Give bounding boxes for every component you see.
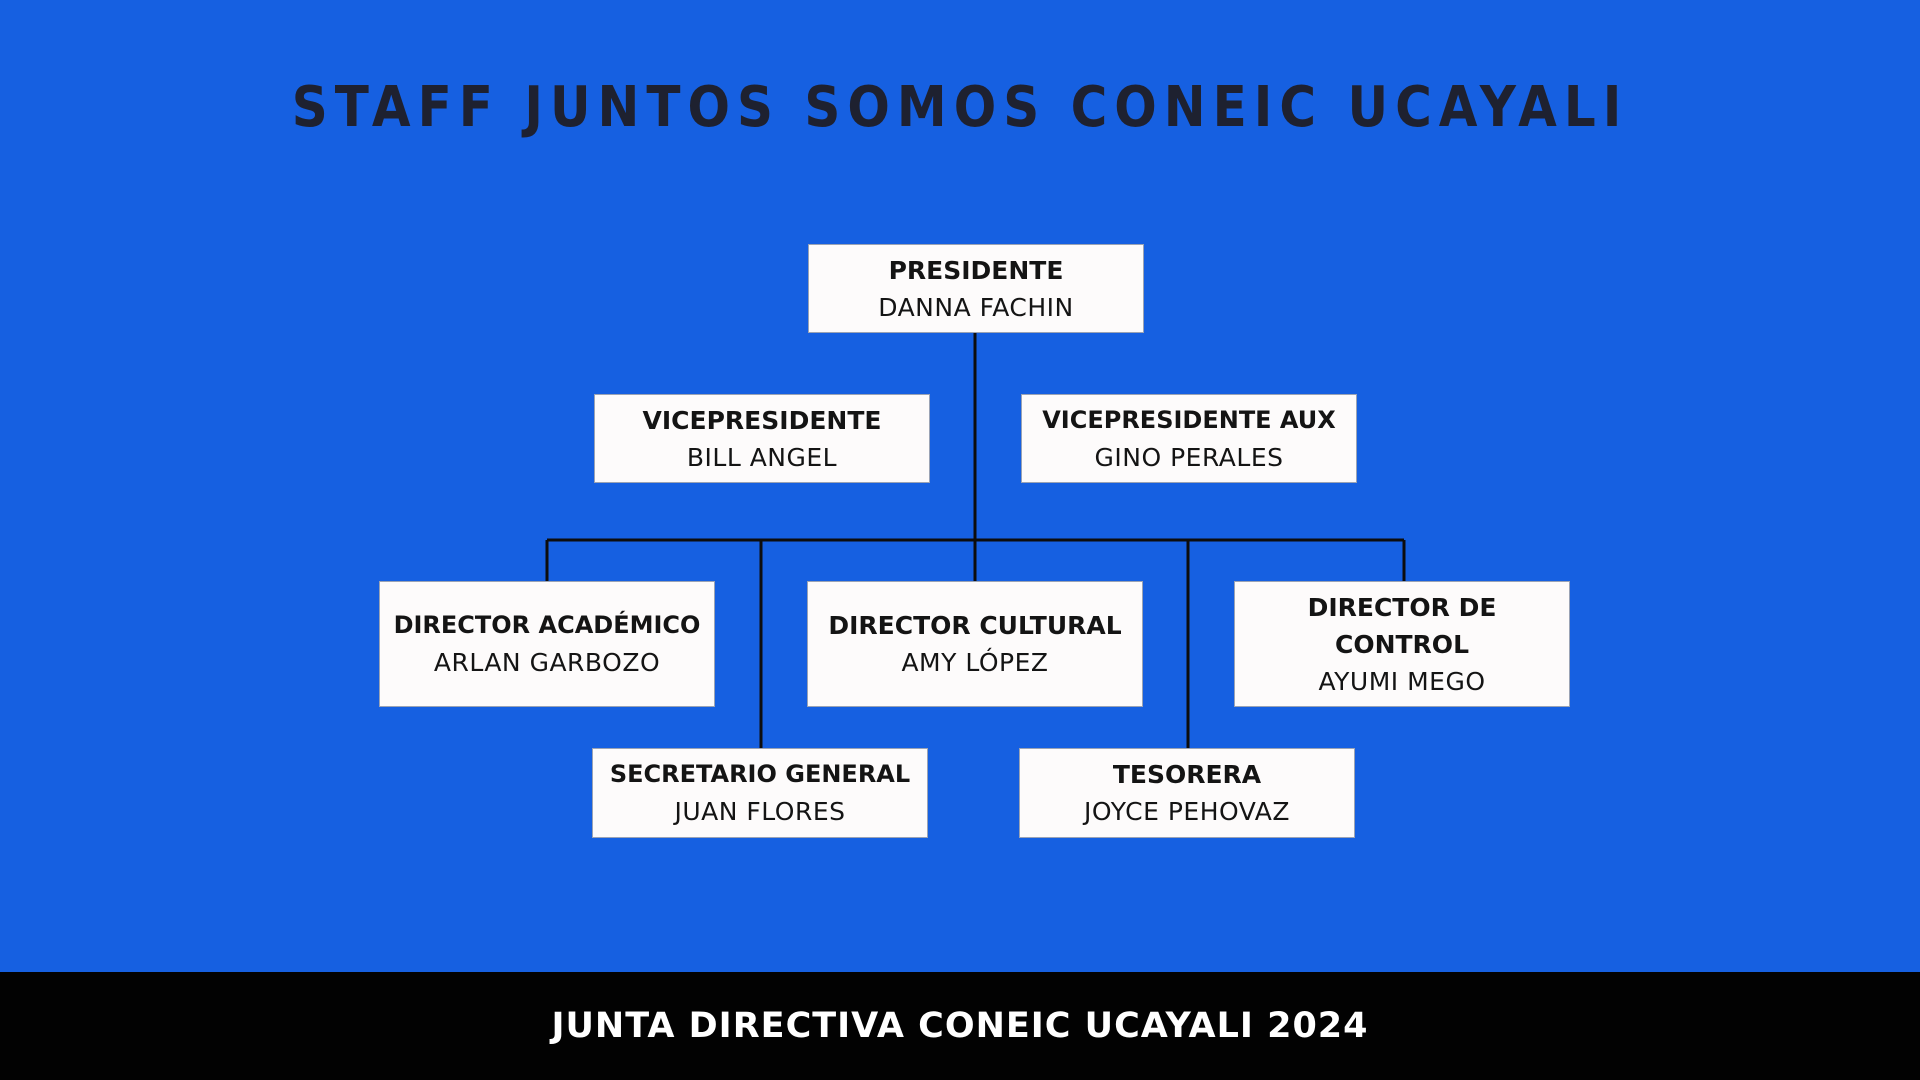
box-presidente — [808, 244, 1144, 333]
person-name: ARLAN GARBOZO — [433, 648, 661, 677]
role-label: TESORERA — [1112, 760, 1262, 789]
box-director-control — [1234, 581, 1570, 707]
person-name: AMY LÓPEZ — [901, 648, 1049, 677]
page-title: STAFF JUNTOS SOMOS CONEIC UCAYALI — [291, 74, 1629, 140]
footer-text: JUNTA DIRECTIVA CONEIC UCAYALI 2024 — [551, 1006, 1369, 1046]
person-name: GINO PERALES — [1094, 442, 1284, 472]
box-tesorera — [1019, 748, 1355, 838]
person-name: AYUMI MEGO — [1318, 666, 1486, 696]
person-name: BILL ANGEL — [686, 442, 838, 472]
footer-bar — [0, 972, 1920, 1080]
role-label: SECRETARIO GENERAL — [609, 760, 911, 788]
box-director-academico — [379, 581, 715, 707]
person-name: JOYCE PEHOVAZ — [1084, 797, 1290, 826]
role-label: VICEPRESIDENTE — [642, 405, 882, 435]
box-director-cultural — [807, 581, 1143, 707]
person-name: DANNA FACHIN — [878, 292, 1074, 322]
role-label: DIRECTOR ACADÉMICO — [393, 611, 701, 639]
box-secretario-general — [592, 748, 928, 838]
person-name: JUAN FLORES — [674, 797, 846, 826]
role-label: VICEPRESIDENTE AUX — [1042, 405, 1336, 434]
role-label: DIRECTOR CULTURAL — [828, 611, 1122, 640]
box-vicepresidente — [594, 394, 930, 483]
role-label: DIRECTOR DE CONTROL — [1307, 592, 1497, 659]
role-label: PRESIDENTE — [888, 255, 1064, 285]
box-vicepresidente-aux — [1021, 394, 1357, 483]
